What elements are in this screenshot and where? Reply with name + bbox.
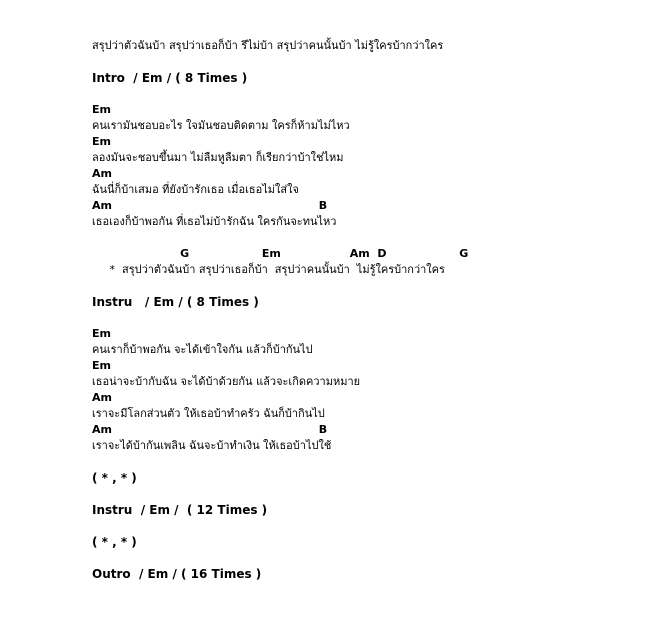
instru-line: Instru / Em / ( 8 Times ): [92, 295, 259, 309]
lyric-line: เราจะมีโลกส่วนตัว ให้เธอบ้าทำครัว ฉันก็บ้ากินไป: [92, 407, 325, 420]
chorus-chord-line: G Em Am D G: [92, 247, 469, 260]
chord-line: Em: [92, 135, 111, 148]
chord-line: Em: [92, 103, 111, 116]
lyric-line: เราจะได้บ้ากันเพลิน ฉันจะบ้าทำเงิน ให้เธอบ้าไปใช้: [92, 439, 332, 452]
chord-line: Em: [92, 327, 111, 340]
lyric-line: ลองมันจะชอบขึ้นมา ไม่ลืมหูลืมตา ก็เรียกว่าบ้าใช่ไหม: [92, 151, 344, 164]
intro-line: Intro / Em / ( 8 Times ): [92, 71, 248, 85]
chord-sheet: [92, 38, 632, 582]
lyric-line: ฉันนี่ก็บ้าเสมอ ที่ยังบ้ารักเธอ เมื่อเธอไม่ใส่ใจ: [92, 183, 299, 196]
lyric-line: เธอเองก็บ้าพอกัน ที่เธอไม่บ้ารักฉัน ใครกันจะทนไหว: [92, 215, 337, 228]
lyric-line: เธอน่าจะบ้ากับฉัน จะได้บ้าด้วยกัน แล้วจะเกิดความหมาย: [92, 375, 361, 388]
hook-line: สรุปว่าตัวฉันบ้า สรุปว่าเธอก็บ้า รึไม่บ้า สรุปว่าคนนั้นบ้า ไม่รู้ใครบ้ากว่าใคร: [92, 39, 444, 52]
chord-line: Am B: [92, 199, 328, 212]
chorus-lyric-line: * สรุปว่าตัวฉันบ้า สรุปว่าเธอก็บ้า สรุปว่าคนนั้นบ้า ไม่รู้ใครบ้ากว่าใคร: [92, 263, 445, 276]
lyric-line: คนเราก็บ้าพอกัน จะได้เข้าใจกัน แล้วก็บ้ากันไป: [92, 343, 313, 356]
instru-line: Instru / Em / ( 12 Times ): [92, 503, 268, 517]
chord-line: Am: [92, 167, 112, 180]
repeat-line: ( * , * ): [92, 471, 137, 485]
chord-line: Em: [92, 359, 111, 372]
chord-line: Am B: [92, 423, 328, 436]
outro-line: Outro / Em / ( 16 Times ): [92, 567, 262, 581]
repeat-line: ( * , * ): [92, 535, 137, 549]
lyric-line: คนเรามันชอบอะไร ใจมันชอบติดตาม ใครก็ห้ามไม่ไหว: [92, 119, 350, 132]
chord-line: Am: [92, 391, 112, 404]
